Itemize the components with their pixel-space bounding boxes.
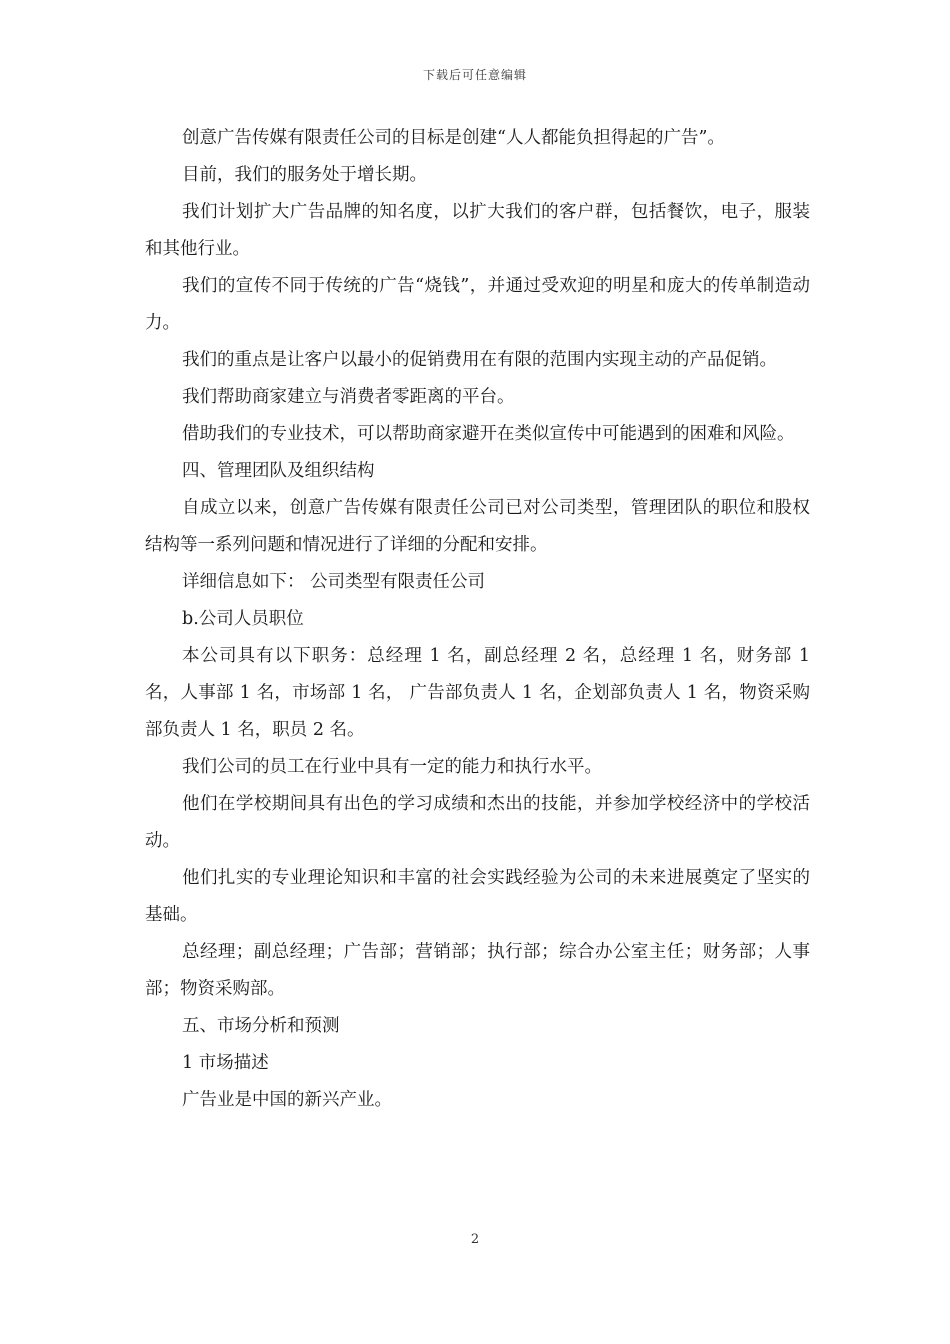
section-heading: 五、市场分析和预测 (182, 1016, 340, 1036)
paragraph: 我们计划扩大广告品牌的知名度，以扩大我们的客户群，包括餐饮，电子，服装和其他行业。 (145, 202, 810, 259)
paragraph: 详细信息如下： 公司类型有限责任公司 (182, 572, 486, 592)
paragraph: 他们扎实的专业理论知识和丰富的社会实践经验为公司的未来进展奠定了坚实的基础。 (145, 868, 810, 925)
paragraph: 广告业是中国的新兴产业。 (182, 1090, 392, 1110)
document-body (145, 120, 810, 1119)
paragraph: 总经理；副总经理；广告部；营销部；执行部；综合办公室主任；财务部；人事部；物资采购部。 (145, 942, 810, 999)
subsection-heading: b.公司人员职位 (182, 609, 304, 629)
paragraph: 自成立以来，创意广告传媒有限责任公司已对公司类型，管理团队的职位和股权结构等一系列问题和情况进行了详细的分配和安排。 (145, 498, 810, 555)
page-header: 下载后可任意编辑 (422, 68, 527, 82)
subsection-heading: 1 市场描述 (182, 1053, 269, 1073)
paragraph: 借助我们的专业技术，可以帮助商家避开在类似宣传中可能遇到的困难和风险。 (182, 424, 795, 444)
paragraph: 创意广告传媒有限责任公司的目标是创建“人人都能负担得起的广告”。 (182, 128, 725, 148)
paragraph: 我们公司的员工在行业中具有一定的能力和执行水平。 (182, 757, 602, 777)
paragraph: 我们的宣传不同于传统的广告“烧钱”，并通过受欢迎的明星和庞大的传单制造动力。 (145, 276, 810, 333)
paragraph: 我们的重点是让客户以最小的促销费用在有限的范围内实现主动的产品促销。 (182, 350, 777, 370)
paragraph: 本公司具有以下职务：总经理 1 名，副总经理 2 名，总经理 1 名，财务部 1 名，人事部 1 名，市场部 1 名， 广告部负责人 1 名，企划部负责人 1 名，物资采购部负责人 1 名，职员 2 名。 (145, 646, 810, 740)
section-heading: 四、管理团队及组织结构 (182, 461, 375, 481)
paragraph: 我们帮助商家建立与消费者零距离的平台。 (182, 387, 515, 407)
paragraph: 目前，我们的服务处于增长期。 (182, 165, 427, 185)
paragraph: 他们在学校期间具有出色的学习成绩和杰出的技能，并参加学校经济中的学校活动。 (145, 794, 810, 851)
page-number: 2 (470, 1232, 480, 1247)
